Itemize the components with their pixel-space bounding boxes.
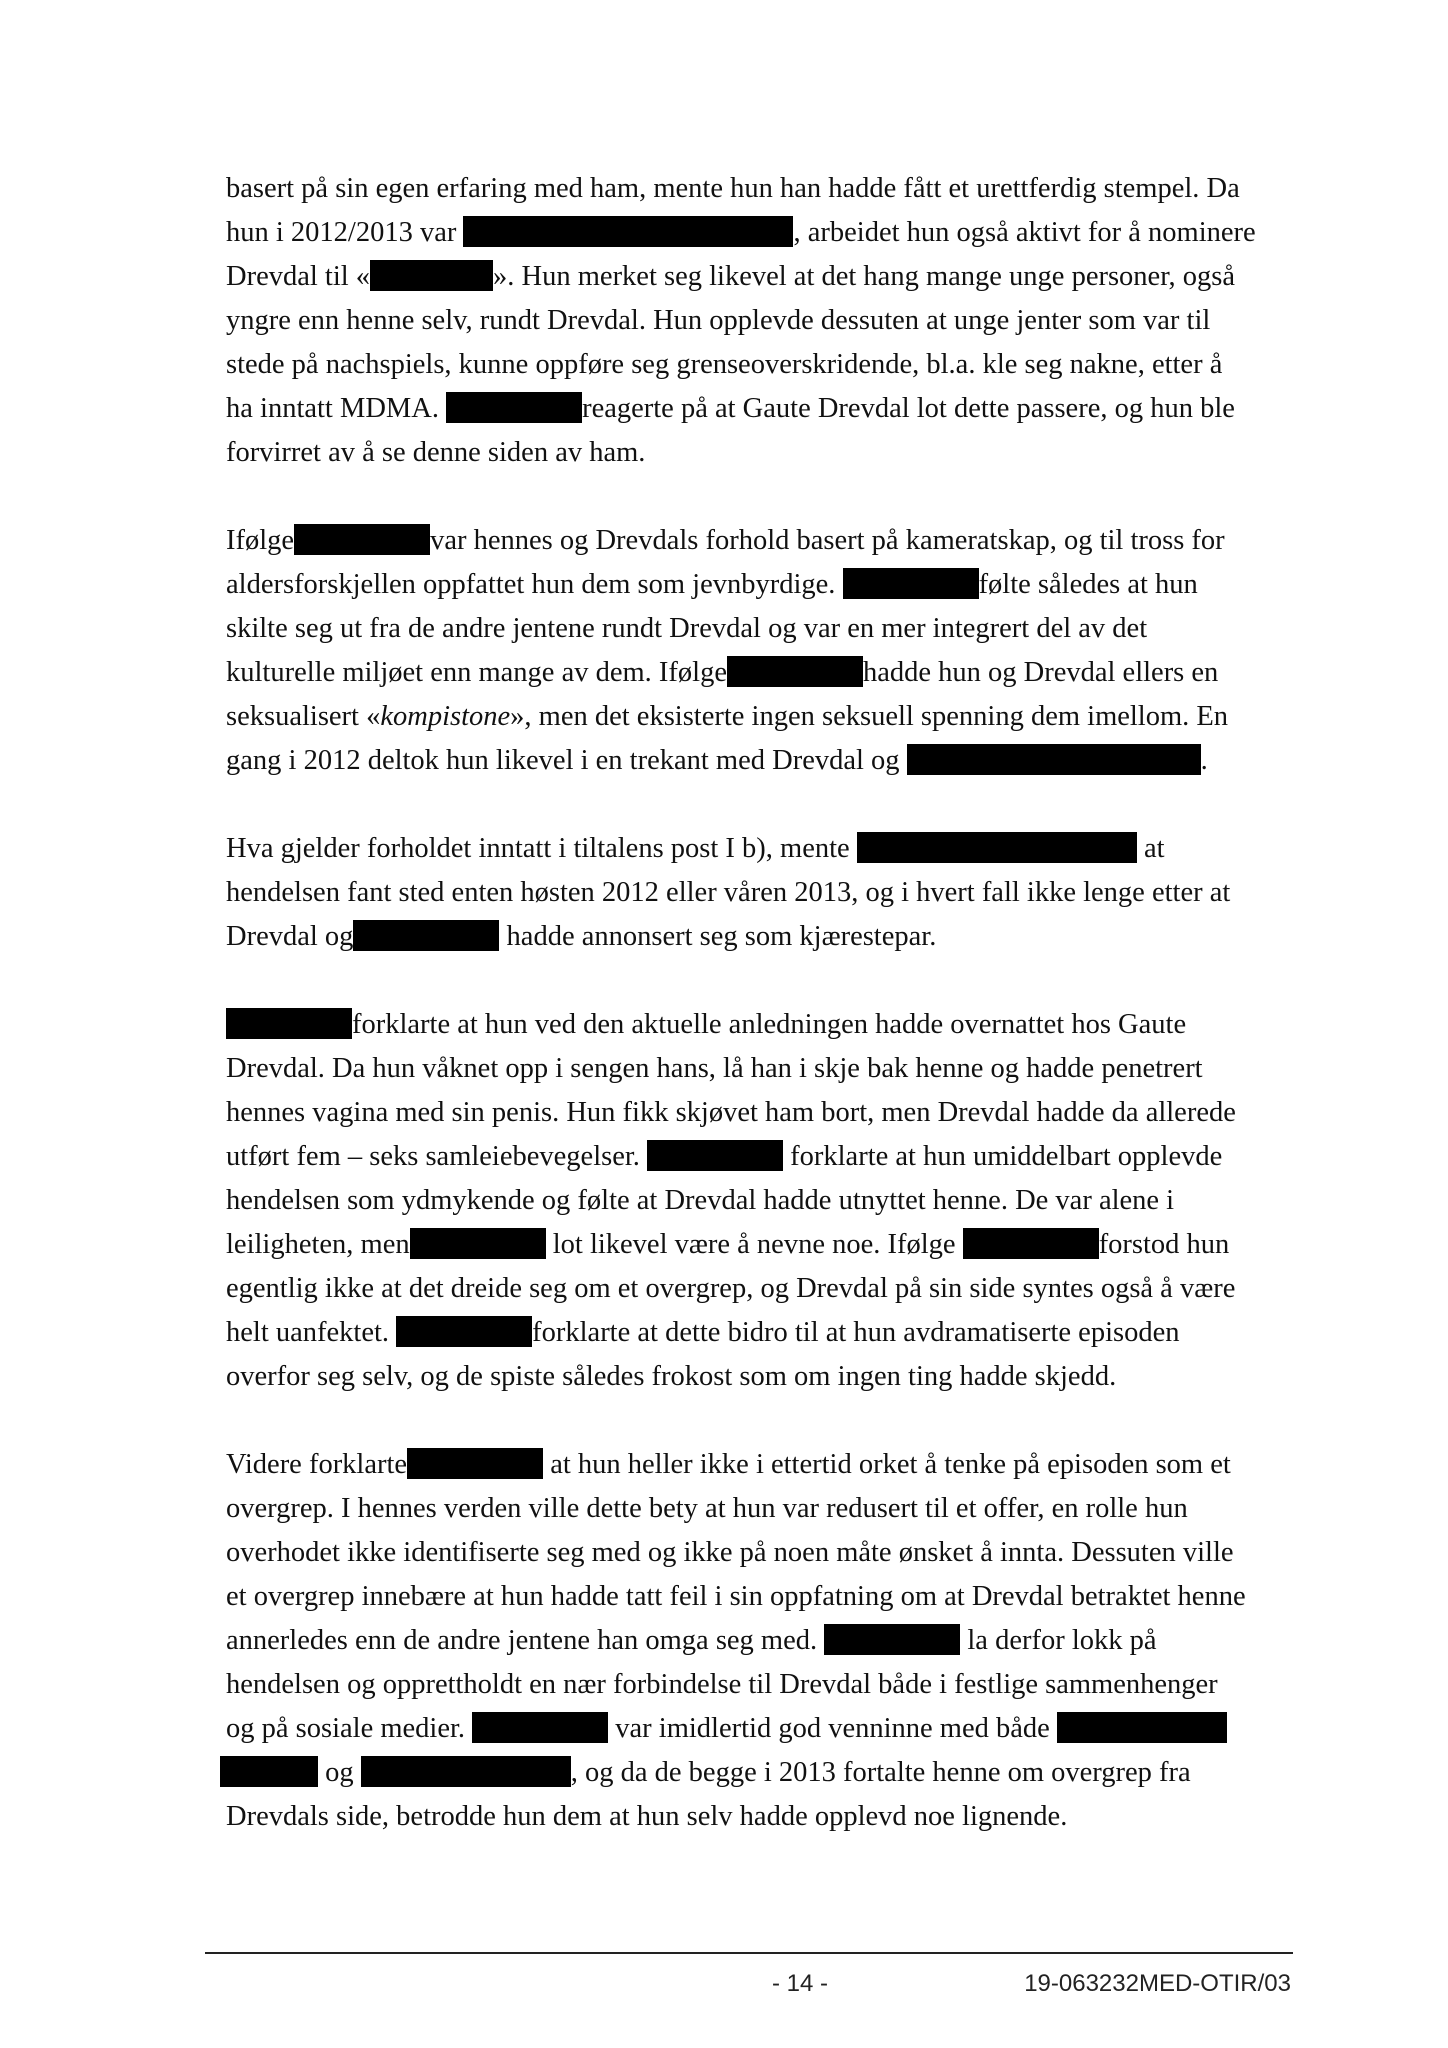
text-line: egentlig ikke at det dreide seg om et overgrep, og Drevdal på sin side syntes også å være (226, 1273, 1236, 1304)
body-text (226, 167, 1286, 1883)
paragraph (226, 1443, 1286, 1839)
redaction-block (963, 1228, 1099, 1259)
redaction-block (1057, 1712, 1227, 1743)
redaction-block (407, 1448, 543, 1479)
text-line: hennes vagina med sin penis. Hun fikk skjøvet ham bort, men Drevdal hadde da allerede (226, 1097, 1236, 1128)
redaction-block (353, 920, 499, 951)
text-line: overfor seg selv, og de spiste således frokost som om ingen ting hadde skjedd. (226, 1361, 1117, 1392)
text-line: Drevdal og hadde annonsert seg som kjærestepar. (226, 921, 937, 952)
text-line: hendelsen og opprettholdt en nær forbindelse til Drevdal både i festlige sammenhenger (226, 1669, 1218, 1700)
footer-divider (205, 1952, 1293, 1954)
redaction-block (294, 524, 430, 555)
text-line: helt uanfektet. forklarte at dette bidro til at hun avdramatiserte episoden (226, 1317, 1180, 1348)
text-line: kulturelle miljøet enn mange av dem. Ifølge hadde hun og Drevdal ellers en (226, 657, 1219, 688)
text-line: hun i 2012/2013 var , arbeidet hun også aktivt for å nominere (226, 217, 1256, 248)
text-line: Drevdal til « ». Hun merket seg likevel at det hang mange unge personer, også (226, 261, 1236, 292)
text-line: basert på sin egen erfaring med ham, mente hun han hadde fått et urettferdig stempel. Da (226, 173, 1240, 204)
text-line: Hva gjelder forholdet inntatt i tiltalens post I b), mente at (226, 833, 1165, 864)
redaction-block (220, 1756, 318, 1787)
text-line: Drevdal. Da hun våknet opp i sengen hans, lå han i skje bak henne og hadde penetrert (226, 1053, 1203, 1084)
redaction-block (824, 1624, 960, 1655)
text-line: og , og da de begge i 2013 fortalte henne om overgrep fra (220, 1751, 1286, 1795)
paragraph (226, 167, 1286, 475)
redaction-block (396, 1316, 532, 1347)
page-number: - 14 - (771, 1970, 828, 1997)
text-line: og på sosiale medier. var imidlertid god venninne med både (226, 1707, 1286, 1751)
paragraph (226, 519, 1286, 783)
text-line: stede på nachspiels, kunne oppføre seg grenseoverskridende, bl.a. kle seg nakne, etter å (226, 349, 1223, 380)
text-line: aldersforskjellen oppfattet hun dem som jevnbyrdige. følte således at hun (226, 569, 1198, 600)
redaction-block (361, 1756, 571, 1787)
redaction-block (727, 656, 863, 687)
redaction-block (410, 1228, 546, 1259)
text-line: forklarte at hun ved den aktuelle anledningen hadde overnattet hos Gaute (226, 1003, 1286, 1047)
text-line: Drevdals side, betrodde hun dem at hun selv hadde opplevd noe lignende. (226, 1801, 1068, 1832)
text-line: overhodet ikke identifiserte seg med og ikke på noen måte ønsket å innta. Dessuten ville (226, 1537, 1234, 1568)
redaction-block (370, 260, 493, 291)
paragraph (226, 827, 1286, 959)
redaction-block (647, 1140, 783, 1171)
redaction-block (843, 568, 979, 599)
redaction-block (907, 744, 1201, 775)
text-line: utført fem – seks samleiebevegelser. forklarte at hun umiddelbart opplevde (226, 1141, 1223, 1172)
redaction-block (463, 216, 793, 247)
italic-term: kompistone (380, 701, 511, 732)
text-line: seksualisert «kompistone», men det eksisterte ingen seksuell spenning dem imellom. En (226, 701, 1229, 732)
redaction-block (472, 1712, 608, 1743)
text-line: skilte seg ut fra de andre jentene rundt Drevdal og var en mer integrert del av det (226, 613, 1148, 644)
text-line: leiligheten, men lot likevel være å nevne noe. Ifølge forstod hun (226, 1229, 1230, 1260)
redaction-block (446, 392, 582, 423)
text-line: hendelsen som ydmykende og følte at Drevdal hadde utnyttet henne. De var alene i (226, 1185, 1175, 1216)
text-line: ha inntatt MDMA. reagerte på at Gaute Drevdal lot dette passere, og hun ble (226, 393, 1235, 424)
text-line: overgrep. I hennes verden ville dette bety at hun var redusert til et offer, en rolle hun (226, 1493, 1188, 1524)
text-line: Videre forklarte at hun heller ikke i ettertid orket å tenke på episoden som et (226, 1449, 1231, 1480)
text-line: hendelsen fant sted enten høsten 2012 eller våren 2013, og i hvert fall ikke lenge etter at (226, 877, 1231, 908)
text-line: yngre enn henne selv, rundt Drevdal. Hun opplevde dessuten at unge jenter som var til (226, 305, 1211, 336)
paragraph (226, 1003, 1286, 1399)
redaction-block (226, 1008, 352, 1039)
text-line: annerledes enn de andre jentene han omga seg med. la derfor lokk på (226, 1625, 1157, 1656)
text-line: et overgrep innebære at hun hadde tatt feil i sin oppfatning om at Drevdal betraktet henne (226, 1581, 1246, 1612)
text-line: gang i 2012 deltok hun likevel i en trekant med Drevdal og . (226, 745, 1208, 776)
redaction-block (857, 832, 1137, 863)
text-line: forvirret av å se denne siden av ham. (226, 437, 646, 468)
document-id: 19-063232MED-OTIR/03 (1024, 1970, 1291, 1997)
text-line: Ifølge var hennes og Drevdals forhold basert på kameratskap, og til tross for (226, 525, 1225, 556)
